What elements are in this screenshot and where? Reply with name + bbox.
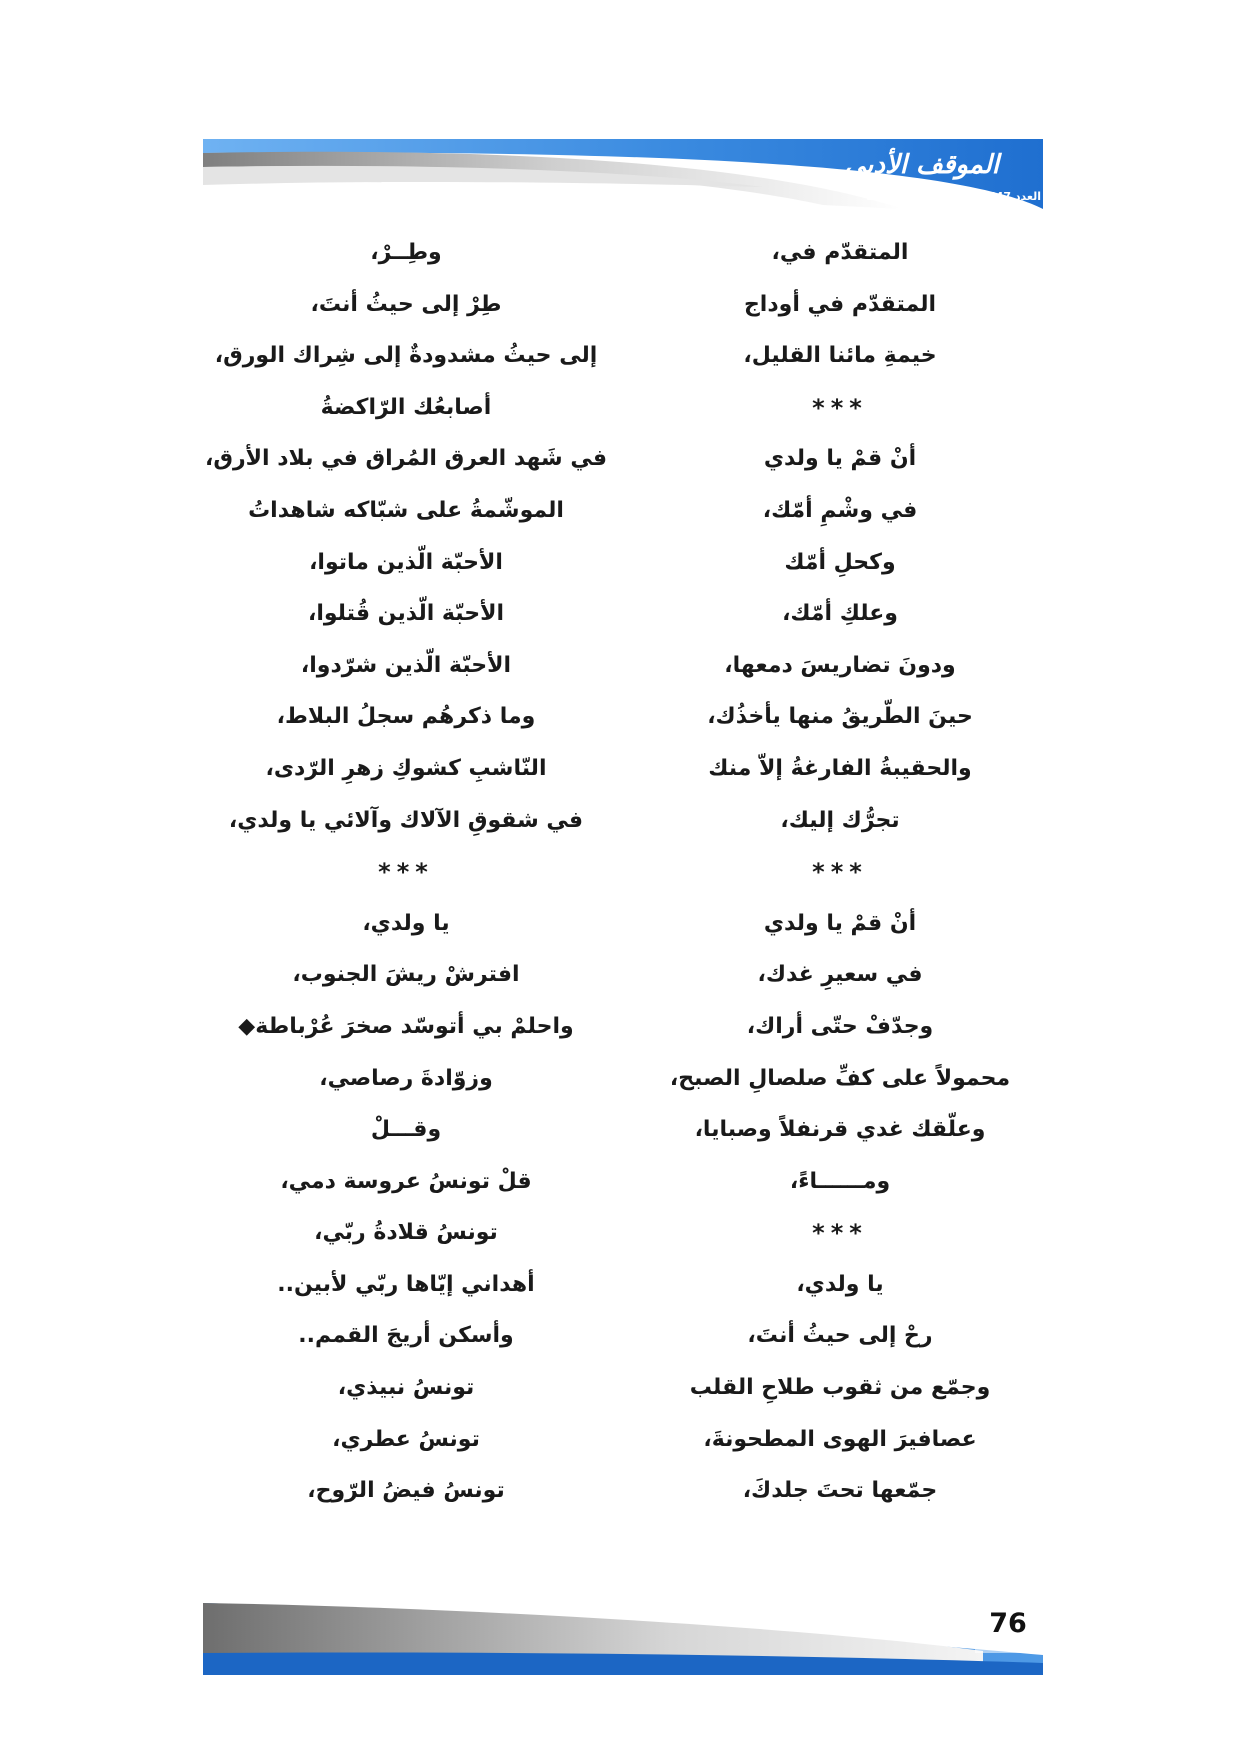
poem-line: يا ولدي، bbox=[362, 910, 450, 936]
poem-line: النّاشبِ كشوكِ زهرِ الرّدى، bbox=[265, 755, 547, 781]
poem-right-column bbox=[630, 234, 1050, 1524]
poem-line: وجدّفْ حتّى أراك، bbox=[746, 1013, 934, 1039]
poem-line: خيمةِ مائنا القليل، bbox=[743, 343, 937, 369]
poem-line: تونسُ عطري، bbox=[332, 1426, 480, 1452]
poem-line: الموشّمةُ على شبّاكه شاهداتُ bbox=[248, 497, 564, 523]
poem-line: الأحبّة الّذين شرّدوا، bbox=[300, 652, 512, 678]
poem-line: وأسكن أريجَ القمم.. bbox=[298, 1323, 514, 1349]
poem-line: وطِــرْ، bbox=[370, 240, 442, 265]
poem-line: أهداني إيّاها ربّي لأبين.. bbox=[277, 1271, 535, 1297]
stanza-separator: *** bbox=[812, 1219, 868, 1248]
stanza-separator: *** bbox=[812, 393, 868, 422]
poem-line: تونسُ قلادةُ ربّي، bbox=[314, 1220, 498, 1246]
poem-line: واحلمْ بي أتوسّد صخرَ عُرْباطة◆ bbox=[238, 1013, 574, 1039]
poem-line: في شَهد العرق المُراق في بلاد الأرق، bbox=[204, 446, 608, 472]
poem-line: في سعيرِ غدك، bbox=[757, 962, 923, 988]
poem-left-column bbox=[196, 234, 616, 1524]
magazine-title: الموقف الأدبي bbox=[844, 150, 999, 180]
poem-line: تونسُ نبيذي، bbox=[337, 1375, 475, 1401]
poem-line: وجمّع من ثقوب طلاحِ القلب bbox=[689, 1375, 991, 1401]
poem-line: وعلكِ أمّك، bbox=[782, 601, 898, 627]
stanza-separator: *** bbox=[812, 858, 868, 887]
poem-line: المتقدّم في، bbox=[771, 240, 909, 265]
poem-line: ومــــــاءً، bbox=[789, 1168, 891, 1194]
poem-line: وزوّادةَ رصاصي، bbox=[319, 1065, 493, 1091]
poem-line: في شقوقِ الآلاك وآلائي يا ولدي، bbox=[228, 807, 584, 833]
poem-line: أنْ قمْ يا ولدي bbox=[763, 446, 917, 472]
poem-line: وعلّقك غدي قرنفلاً وصبايا، bbox=[694, 1117, 986, 1143]
poem-line: والحقيبةُ الفارغةُ إلاّ منك bbox=[708, 755, 972, 781]
poem-line: وكحلِ أمّك bbox=[784, 549, 896, 575]
poem-line: عصافيرَ الهوى المطحونةَ، bbox=[703, 1426, 977, 1452]
poem-line: الأحبّة الّذين قُتلوا، bbox=[307, 601, 505, 627]
poem-line: ودونَ تضاريسَ دمعها، bbox=[724, 652, 956, 678]
poem-line: تجرُّك إليك، bbox=[780, 807, 900, 833]
poem-line: قلْ تونسُ عروسة دمي، bbox=[280, 1168, 532, 1194]
stanza-separator: *** bbox=[378, 858, 434, 887]
poem-line: جمّعها تحتَ جلدكَ، bbox=[742, 1478, 938, 1504]
poem-line: إلى حيثُ مشدودةٌ إلى شِراك الورق، bbox=[214, 343, 598, 369]
poem-line: حينَ الطّريقُ منها يأخذُك، bbox=[707, 704, 973, 730]
poem-line: أصابعُك الرّاكضةُ bbox=[320, 394, 492, 420]
poem-line: افترشْ ريشَ الجنوب، bbox=[292, 962, 520, 988]
poem-line: أنْ قمْ يا ولدي bbox=[763, 910, 917, 936]
poem-line: وقـــلْ bbox=[370, 1117, 442, 1143]
poem-line: الأحبّة الّذين ماتوا، bbox=[309, 549, 503, 575]
poem-line: محمولاً على كفِّ صلصالِ الصبح، bbox=[669, 1065, 1011, 1091]
footer-banner bbox=[203, 1593, 1043, 1675]
poem-line: المتقدّم في أوداج bbox=[743, 291, 937, 317]
poem-line: طِرْ إلى حيثُ أنتَ، bbox=[310, 291, 502, 317]
poem-line: يا ولدي، bbox=[796, 1271, 884, 1297]
poem-line: وما ذكرهُم سجلُ البلاط، bbox=[276, 704, 536, 730]
page-number: 76 bbox=[989, 1608, 1027, 1639]
poem-line: رحْ إلى حيثُ أنتَ، bbox=[747, 1323, 933, 1349]
poem-line: تونسُ فيضُ الرّوح، bbox=[307, 1478, 505, 1504]
issue-info: العدد 547 ـ تشرين الثاني/ 2016 bbox=[866, 190, 1041, 203]
poem-line: في وشْمِ أمّك، bbox=[762, 497, 918, 523]
